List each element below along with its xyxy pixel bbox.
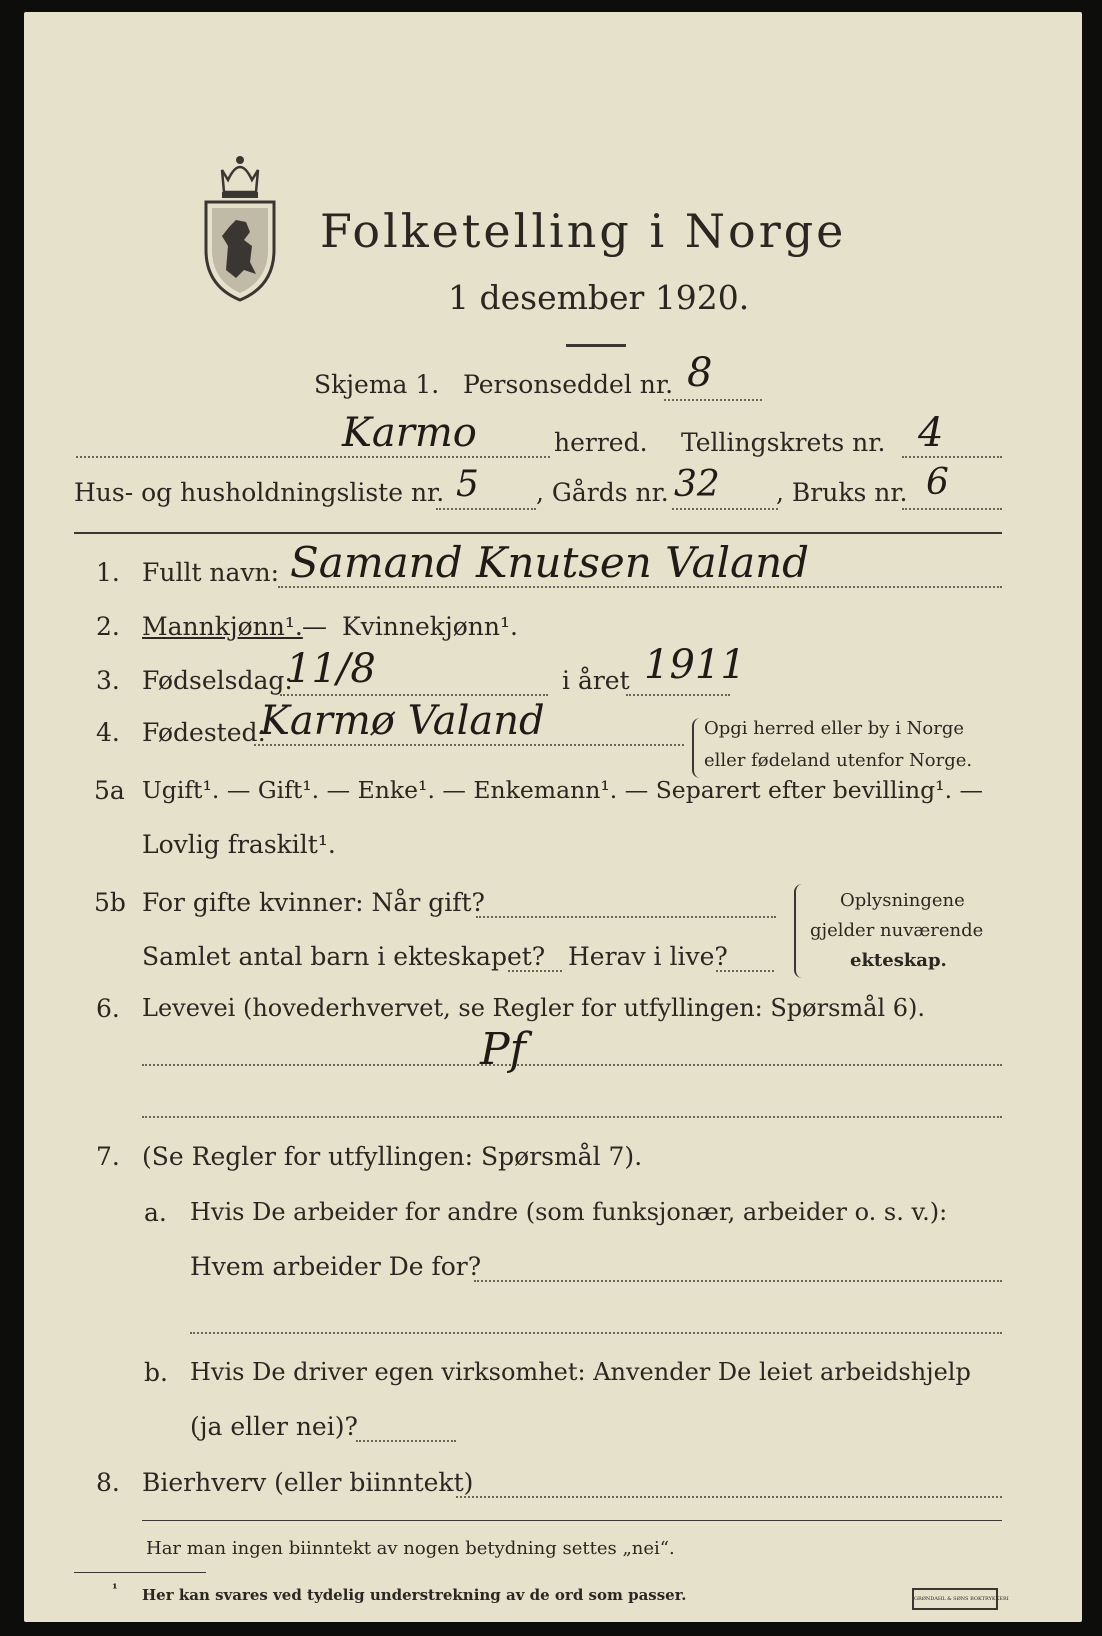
q3-year-label: i året (562, 666, 630, 695)
q4-label: Fødested: (142, 718, 266, 747)
q7b-line1: Hvis De driver egen virksomhet: Anvender De leiet arbeidshjelp (190, 1358, 971, 1386)
q5b-alive-line (716, 970, 774, 972)
q3-number: 3. (96, 666, 120, 695)
gards-label: , Gårds nr. (536, 478, 669, 507)
q1-full-name-value: Samand Knutsen Valand (290, 538, 810, 587)
gards-value: 32 (674, 464, 720, 505)
q4-note-line1: Opgi herred eller by i Norge (704, 718, 965, 739)
q7-label: (Se Regler for utfyllingen: Spørsmål 7). (142, 1142, 643, 1171)
gards-line (672, 508, 778, 510)
herred-label: herred. (554, 428, 648, 457)
q5b-children-line (508, 970, 562, 972)
herred-line (76, 456, 550, 458)
q2-female-option: Kvinnekjønn¹. (342, 612, 518, 641)
q8-separator (142, 1520, 1002, 1521)
form-date: 1 desember 1920. (448, 278, 750, 317)
q7a-line2: Hvem arbeider De for? (190, 1252, 482, 1281)
q5b-note-line3: ekteskap. (850, 950, 947, 971)
q5b-note-line2: gjelder nuværende (810, 920, 984, 941)
skjema-label: Skjema 1. (314, 370, 440, 399)
form-title: Folketelling i Norge (320, 204, 847, 258)
q4-line (254, 744, 684, 746)
herred-value: Karmo (342, 410, 477, 456)
q5a-options-line2: Lovlig fraskilt¹. (142, 830, 336, 859)
q7b-answer-line (356, 1440, 456, 1442)
tellingskrets-label: Tellingskrets nr. (681, 428, 886, 457)
q4-note-line2: eller fødeland utenfor Norge. (704, 750, 973, 771)
bruks-label: , Bruks nr. (776, 478, 908, 507)
q5b-married-line (476, 916, 776, 918)
q8-number: 8. (96, 1468, 120, 1497)
q1-number: 1. (96, 558, 120, 587)
q7b-letter: b. (144, 1358, 168, 1387)
q6-occupation-value: Pf (480, 1024, 526, 1075)
q6-line1 (142, 1064, 1002, 1066)
bruks-line (902, 508, 1002, 510)
q5b-line2: Samlet antal barn i ekteskapet? (142, 942, 546, 971)
q4-brace (692, 718, 702, 778)
q4-number: 4. (96, 718, 120, 747)
q3-year-line (626, 694, 730, 696)
q2-male-option: Mannkjønn¹. (142, 612, 303, 641)
husliste-value: 5 (456, 464, 479, 505)
q8-label: Bierhverv (eller biinntekt) (142, 1468, 474, 1497)
q3-year-value: 1911 (644, 642, 746, 688)
q7a-employer-line2 (190, 1332, 1002, 1334)
bruks-value: 6 (926, 462, 949, 503)
q2-number: 2. (96, 612, 120, 641)
tellingskrets-value: 4 (918, 410, 944, 456)
q7a-letter: a. (144, 1198, 167, 1227)
personseddel-label: Personseddel nr. (463, 370, 674, 399)
q4-birthplace-value: Karmø Valand (260, 698, 545, 744)
husliste-line (436, 508, 536, 510)
printer-stamp: GRØNDAHL & SØNS BOKTRYKKERI (912, 1588, 998, 1610)
q5b-line2b: Herav i live? (568, 942, 728, 971)
q3-label: Fødselsdag: (142, 666, 293, 695)
q3-birthday-value: 11/8 (286, 646, 376, 692)
q3-line (280, 694, 548, 696)
title-divider (566, 344, 626, 347)
q7a-line1: Hvis De arbeider for andre (som funksjonær, arbeider o. s. v.): (190, 1198, 948, 1226)
q7b-line2: (ja eller nei)? (190, 1412, 358, 1441)
q5a-options: Ugift¹. — Gift¹. — Enke¹. — Enkemann¹. — Separert efter bevilling¹. — (142, 776, 984, 804)
q5b-brace (794, 884, 804, 978)
personseddel-line (664, 399, 762, 401)
husliste-label: Hus- og husholdningsliste nr. (74, 478, 445, 507)
q8-line (456, 1496, 1002, 1498)
q2-separator: — (302, 612, 327, 641)
header-separator (74, 532, 1002, 534)
tellingskrets-line (902, 456, 1002, 458)
q5b-number: 5b (94, 888, 126, 917)
q5b-line1: For gifte kvinner: Når gift? (142, 888, 485, 917)
footnote-rule (74, 1572, 206, 1573)
footnote-mark: ¹ (112, 1582, 118, 1597)
footer-note: Har man ingen biinntekt av nogen betydning settes „nei“. (146, 1538, 675, 1559)
q1-label: Fullt navn: (142, 558, 280, 587)
q6-line2 (142, 1116, 1002, 1118)
q6-number: 6. (96, 994, 120, 1023)
q7a-employer-line (474, 1280, 1002, 1282)
footnote-text: Her kan svares ved tydelig understrekning av de ord som passer. (142, 1586, 687, 1604)
census-form-page (24, 12, 1082, 1622)
q5b-note-line1: Oplysningene (840, 890, 965, 911)
q5a-number: 5a (94, 776, 125, 805)
q7-number: 7. (96, 1142, 120, 1171)
q6-label: Levevei (hovederhvervet, se Regler for utfyllingen: Spørsmål 6). (142, 994, 926, 1022)
coat-of-arms-icon (200, 150, 280, 302)
personseddel-value: 8 (687, 350, 713, 396)
